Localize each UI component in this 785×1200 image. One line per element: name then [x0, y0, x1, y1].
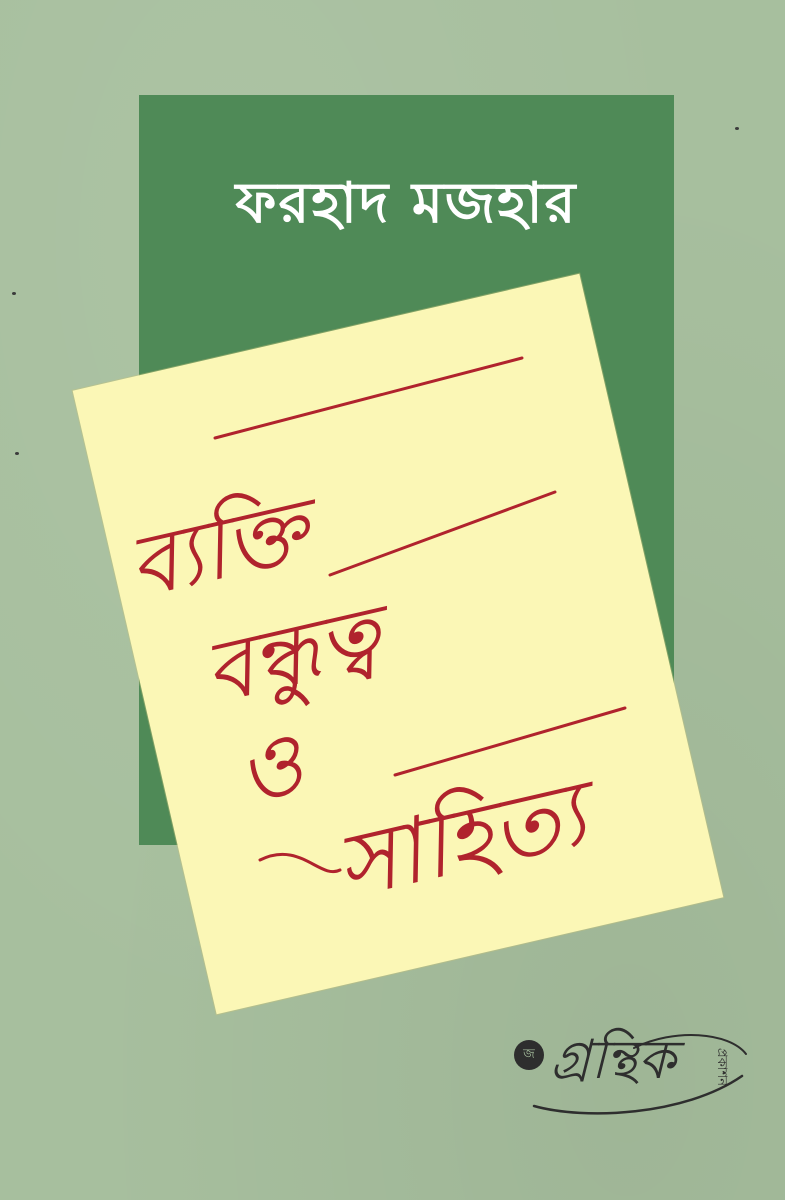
title-line-2: বন্ধুত্ব: [194, 586, 390, 725]
print-speck: [15, 452, 19, 455]
title-flourish: [260, 854, 340, 871]
title-rule-1: [215, 358, 522, 438]
title-line-4: সাহিত্য: [325, 761, 596, 921]
print-speck: [12, 292, 16, 295]
publisher-tag: প্রকাশন: [714, 1048, 729, 1087]
author-name: ফরহাদ মজহার: [235, 171, 578, 236]
publisher-badge-icon: জ: [514, 1040, 544, 1070]
print-speck: [735, 127, 739, 130]
title-rule-3: [395, 708, 625, 775]
publisher-name: গ্রন্থিক: [550, 1028, 676, 1091]
title-line-1: ব্যক্তি: [118, 480, 318, 619]
title-rule-2: [330, 492, 555, 575]
title-line-3: ও: [227, 712, 313, 825]
publisher-logo: [514, 1018, 754, 1128]
